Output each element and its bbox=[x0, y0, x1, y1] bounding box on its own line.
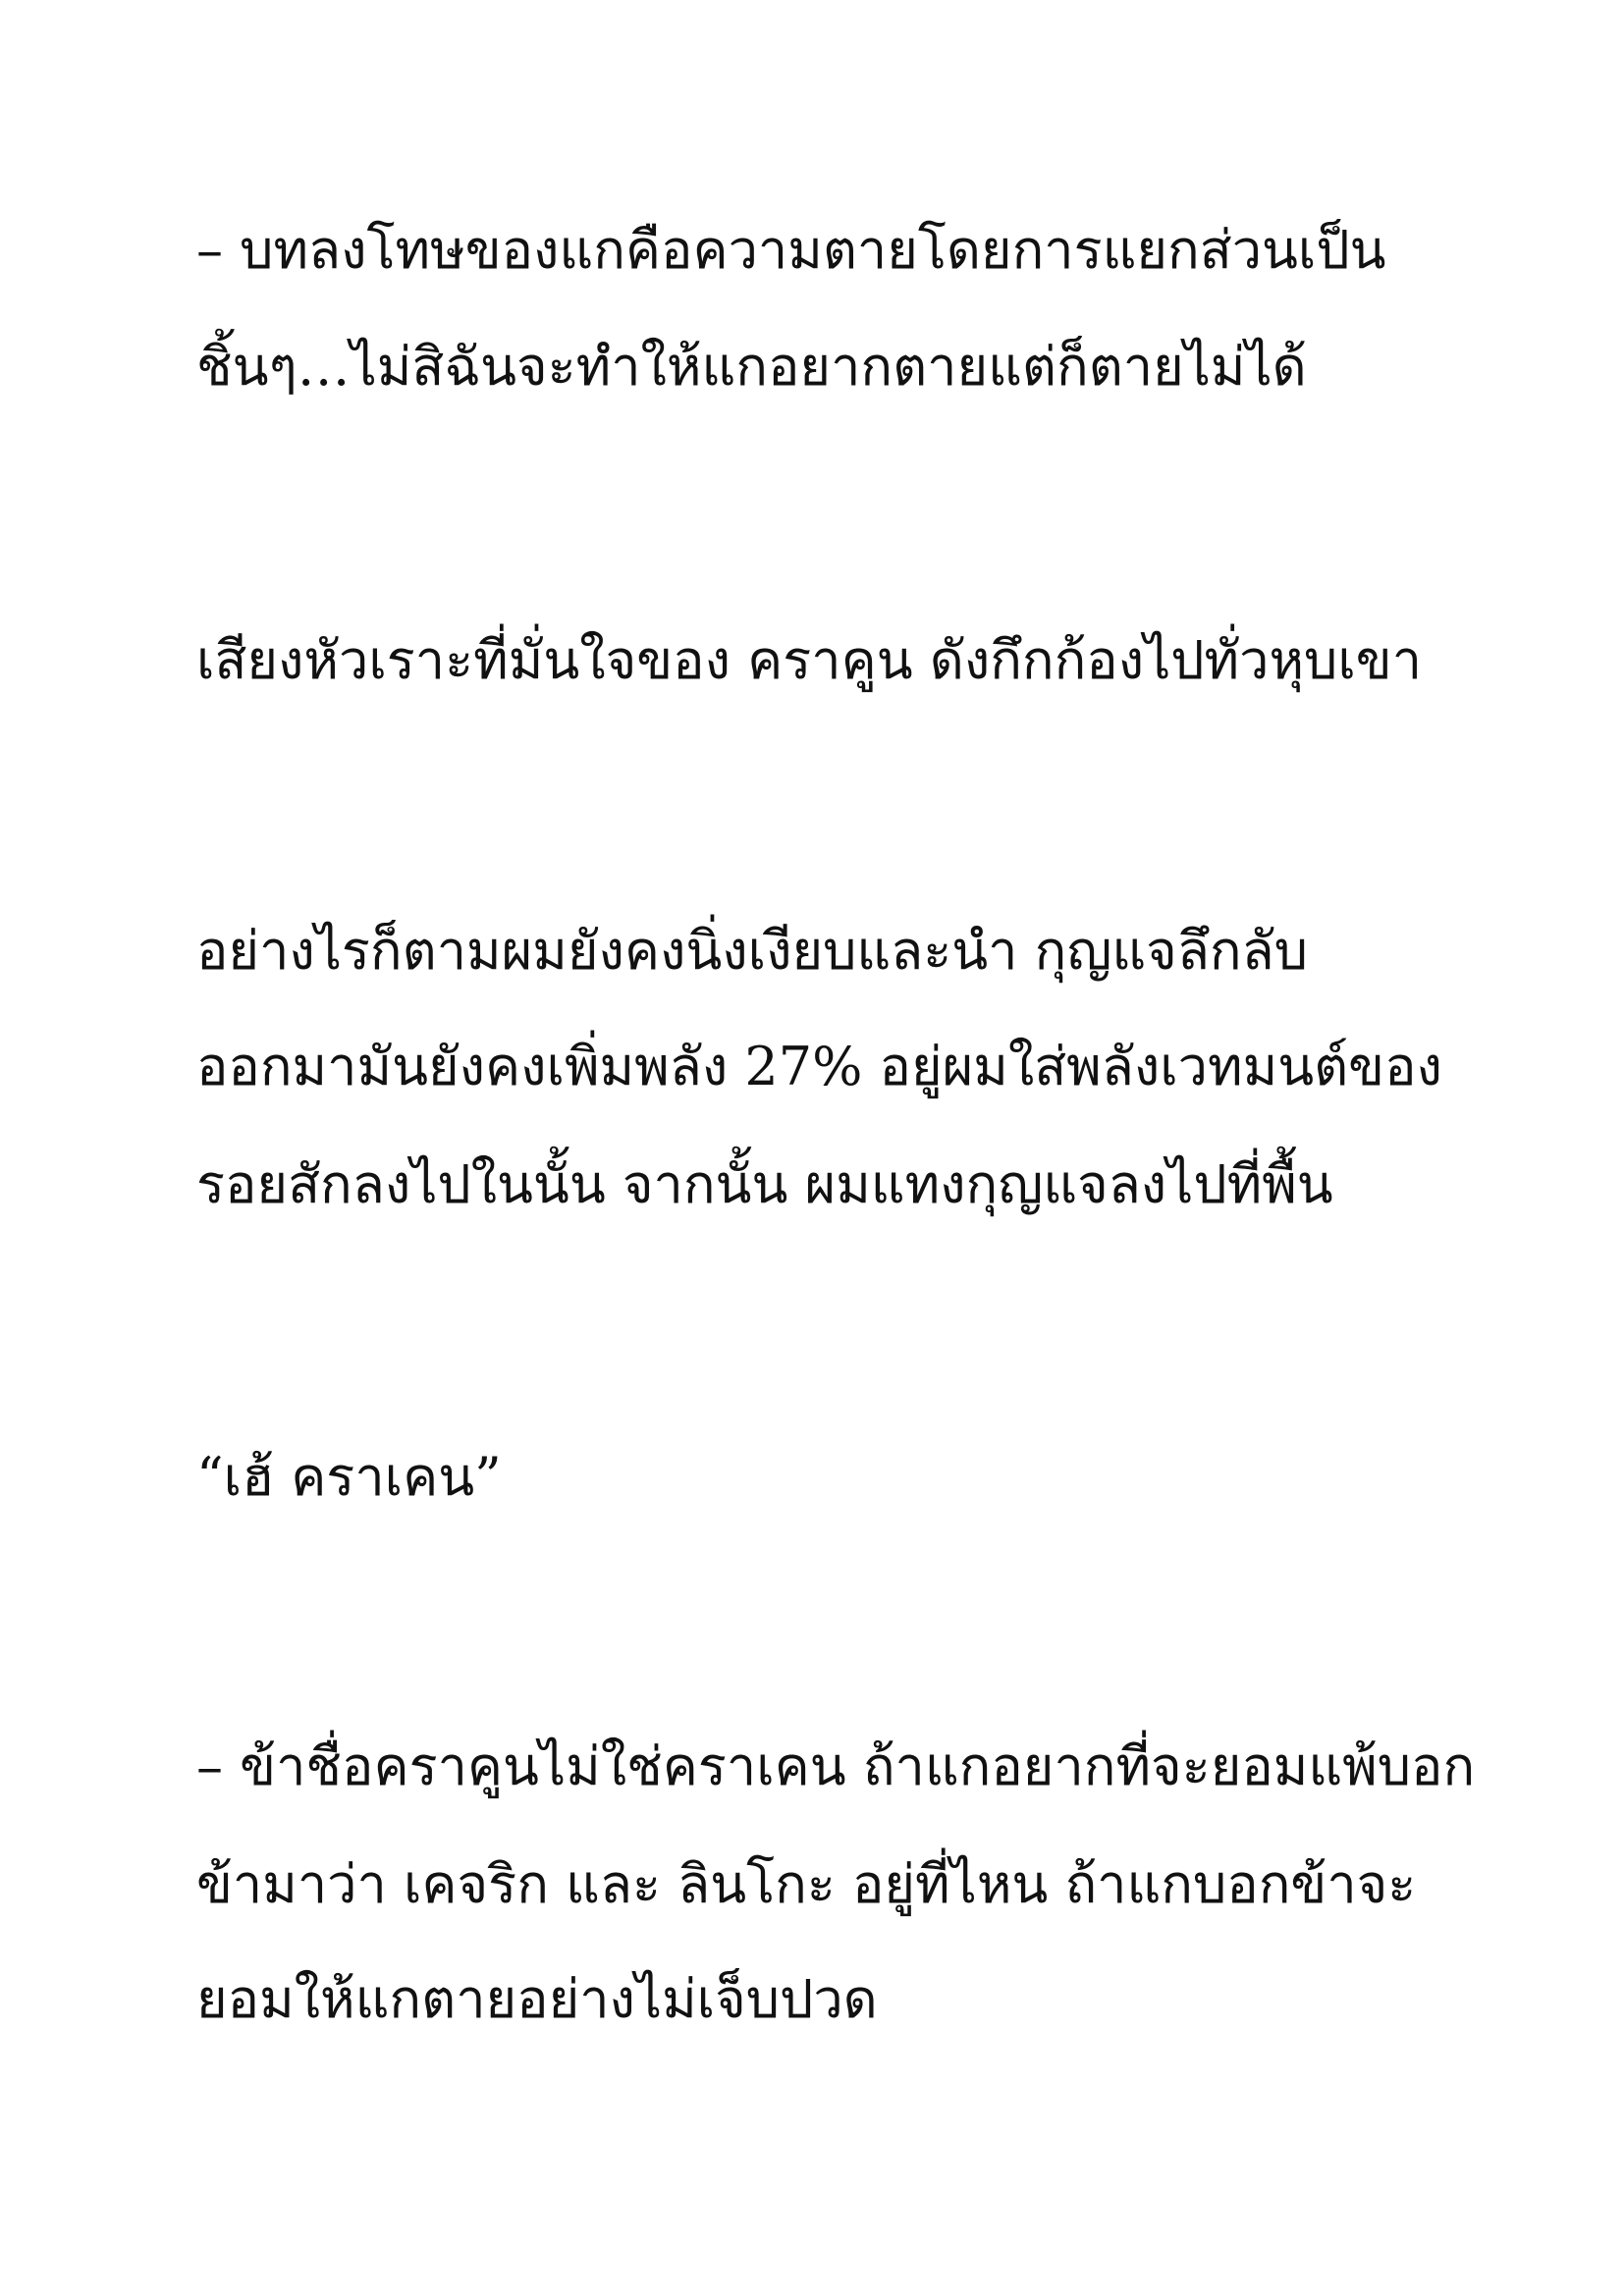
paragraph-1-line-1: – บทลงโทษของแกคือความตายโดยการแยกส่วนเป็น bbox=[196, 219, 1386, 281]
paragraph-3-line-2: ออกมามันยังคงเพิ่มพลัง 27% อยู่ผมใส่พลังเวทมนต์ของ bbox=[196, 1036, 1442, 1097]
paragraph-3-line-3: รอยสักลงไปในนั้น จากนั้น ผมแทงกุญแจลงไปที่พื้น bbox=[196, 1153, 1333, 1215]
paragraph-2-line-1: เสียงหัวเราะที่มั่นใจของ คราคูน ดังกึกก้องไปทั่วหุบเขา bbox=[196, 629, 1423, 691]
paragraph-3-line-1: อย่างไรก็ตามผมยังคงนิ่งเงียบและนำ กุญแจลึกลับ bbox=[196, 920, 1308, 982]
paragraph-5-line-1: – ข้าชื่อคราคูนไม่ใช่คราเคน ถ้าแกอยากที่จะยอมแพ้บอก bbox=[196, 1735, 1476, 1797]
paragraph-4-line-1: “เฮ้ คราเคน” bbox=[196, 1446, 502, 1508]
paragraph-5-line-2: ข้ามาว่า เคจริก และ ลินโกะ อยู่ที่ไหน ถ้าแกบอกข้าจะ bbox=[196, 1853, 1417, 1915]
paragraph-5-line-3: ยอมให้แกตายอย่างไม่เจ็บปวด bbox=[196, 1968, 878, 2030]
paragraph-1-line-2: ชิ้นๆ…ไม่สิฉันจะทำให้แกอยากตายแต่ก็ตายไม่ได้ bbox=[196, 336, 1307, 398]
